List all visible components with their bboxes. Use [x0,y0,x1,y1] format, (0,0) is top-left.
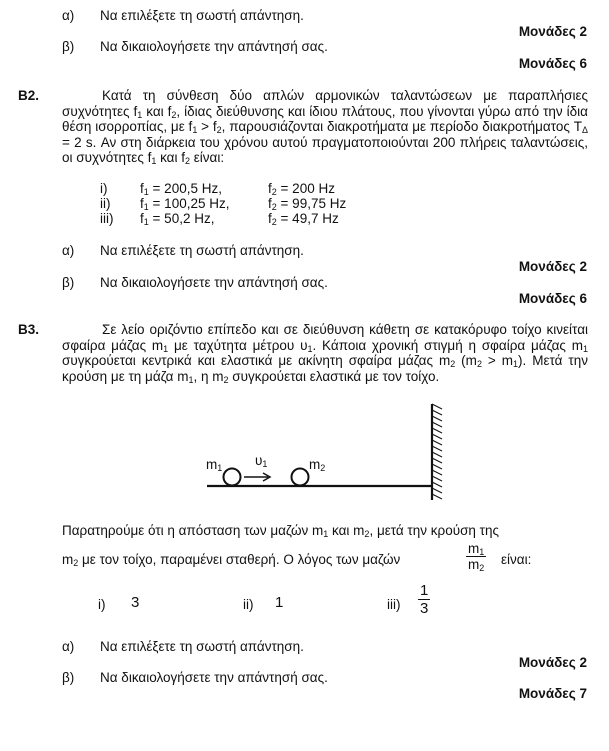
b2-a-marks: Μονάδες 2 [518,259,587,274]
b2-b-marks: Μονάδες 6 [518,291,587,306]
b2-paragraph: Κατά τη σύνθεση δύο απλών αρμονικών ταλαντώσεων με παραπλήσιες συχνότητες $f_1$ και $f_2$, ίδιας διεύθυνσης και ίδιου πλάτους, που γίνονται γύρω από την ίδια θέση ισορροπίας, με $f_1 > f_2$, παρουσιάζονται διακροτήματα με περίοδο διακροτήματος $T_\Delta = 2$ s. Αν στη διάρκεια του χρόνου αυτού πραγματοποιούνται 200 πλήρεις ταλαντώσεις, οι συχνότητες $f_1$ και $f_2$ είναι: [62,88,588,166]
b3-option-label: iii) [387,597,401,612]
b2-option-f1: $f_1 = 100,25$ Hz, [140,196,230,212]
b2-option-f2: $f_2 = 99,75$ Hz [268,196,347,212]
b3-option-value: 1 [275,594,284,611]
ratio-tail: είναι: [501,552,532,567]
b3-b-text: Να δικαιολογήσετε την απάντησή σας. [100,670,328,685]
top-a-label: α) [62,8,75,23]
b3-option-label: i) [98,597,106,612]
b2-number: Β2. [18,88,40,103]
b3-option-label: ii) [243,597,254,612]
b2-option-f1: $f_1 = 200,5$ Hz, [140,181,222,197]
b2-option-f2: $f_2 = 200$ Hz [268,181,335,197]
b2-option-f2: $f_2 = 49,7$ Hz [268,211,339,227]
b3-option-fraction: $\frac{1}{3}$ [420,582,429,617]
figure-m2-label: $m_2$ [309,457,326,473]
b2-option-f1: $f_1 = 50,2$ Hz, [140,211,215,227]
figure-v1-label: $\upsilon_1$ [255,453,268,469]
figure-m1-label: $m_1$ [206,457,223,473]
b3-paragraph2-line2: $m_2$ με τον τοίχο, παραμένει σταθερή. Ο λόγος των μαζών [62,552,401,568]
b3-paragraph: Σε λείο οριζόντιο επίπεδο και σε διεύθυνση κάθετη σε κατακόρυφο τοίχο κινείται σφαίρα μάζας $m_1$ με ταχύτητα μέτρου $\upsilon_1$. Κάποια χρονική στιγμή η σφαίρα μάζας $m_1$ συγκρούεται κεντρικά και ελαστικά με ακίνητη σφαίρα μάζας $m_2$ $(m_2 > m_1)$. Μετά την κρούση με τη μάζα $m_1$, η $m_2$ συγκρούεται ελαστικά με τον τοίχο. [62,322,589,385]
top-a-marks: Μονάδες 2 [518,24,587,39]
b2-option-label: i) [100,181,108,196]
sphere-m2 [292,469,309,486]
sphere-m1 [224,469,241,486]
top-b-marks: Μονάδες 6 [518,56,587,71]
b3-number: Β3. [18,322,40,337]
b3-b-label: β) [62,670,75,685]
b3-a-marks: Μονάδες 2 [518,655,587,670]
b3-a-label: α) [62,639,75,654]
b3-b-marks: Μονάδες 7 [518,686,587,701]
b2-a-label: α) [62,243,75,258]
wall-hatching [432,404,442,499]
b2-b-text: Να δικαιολογήσετε την απάντησή σας. [100,275,328,290]
top-b-text: Να δικαιολογήσετε την απάντησή σας. [100,39,328,54]
top-a-text: Να επιλέξετε τη σωστή απάντηση. [100,8,304,23]
b3-a-text: Να επιλέξετε τη σωστή απάντηση. [100,639,304,654]
b3-paragraph2-line1: Παρατηρούμε ότι η απόσταση των μαζών $m_1$ και $m_2$, μετά την κρούση της [62,523,500,539]
b3-option-value: 3 [131,594,140,611]
b2-option-label: iii) [100,211,114,226]
mass-ratio-fraction: $\frac{m_1}{m_2}$ [468,541,485,573]
b2-option-label: ii) [100,196,111,211]
top-b-label: β) [62,39,75,54]
b2-a-text: Να επιλέξετε τη σωστή απάντηση. [100,243,304,258]
b2-b-label: β) [62,275,75,290]
